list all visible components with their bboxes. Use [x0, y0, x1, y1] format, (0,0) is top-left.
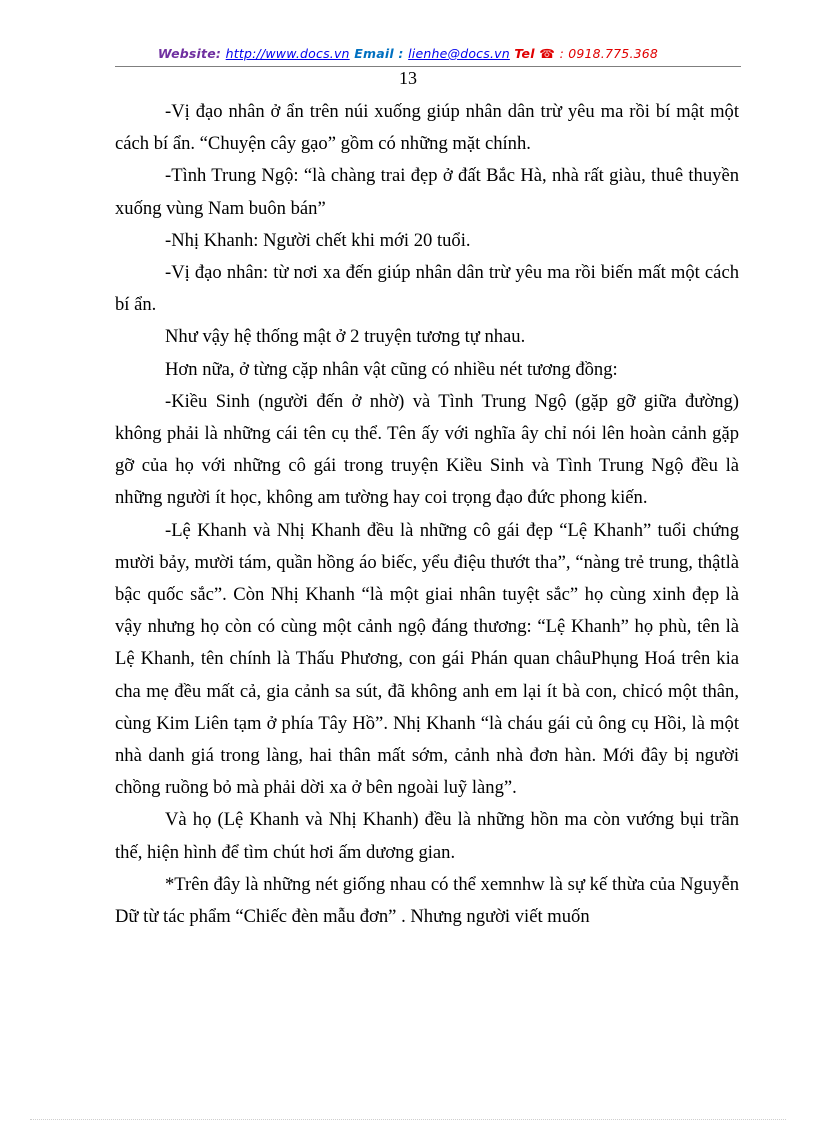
paragraph: -Kiều Sinh (người đến ở nhờ) và Tình Trung Ngộ (gặp gỡ giữa đường) không phải là những cái tên cụ thể. Tên ấy với nghĩa ây chỉ nói lên hoàn cảnh gặp gỡ của họ với những cô gái trong truyện Kiều Sinh và Tình Trung Ngộ đều là những người ít học, không am tường hay coi trọng đạo đức phong kiến. [115, 390, 739, 509]
header-divider [115, 66, 741, 67]
page-bottom-edge [30, 1119, 786, 1120]
paragraph: Như vậy hệ thống mật ở 2 truyện tương tự nhau. [165, 326, 526, 348]
document-body [115, 96, 739, 933]
email-label: Email : [354, 46, 404, 61]
phone-icon: ☎ [539, 46, 556, 61]
website-label: Website: [157, 46, 222, 61]
paragraph: Và họ (Lệ Khanh và Nhị Khanh) đều là những hồn ma còn vướng bụi trần thế, hiện hình để tìm chút hơi ấm dương gian. [115, 809, 739, 863]
page-header [0, 46, 816, 61]
paragraph: -Tình Trung Ngộ: “là chàng trai đẹp ở đất Bắc Hà, nhà rất giàu, thuê thuyền xuống vùng Nam buôn bán” [115, 165, 739, 219]
phone-number: : 0918.775.368 [559, 46, 659, 61]
paragraph: -Vị đạo nhân ở ẩn trên núi xuống giúp nhân dân trừ yêu ma rồi bí mật một cách bí ẩn. “Chuyện cây gạo” gồm có những mặt chính. [115, 101, 739, 155]
paragraph: -Vị đạo nhân: từ nơi xa đến giúp nhân dân trừ yêu ma rồi biến mất một cách bí ẩn. [115, 262, 739, 316]
paragraph: -Nhị Khanh: Người chết khi mới 20 tuổi. [165, 229, 471, 251]
tel-label: Tel [514, 46, 535, 61]
page-number: 13 [399, 68, 417, 88]
website-link[interactable]: http://www.docs.vn [225, 46, 350, 61]
paragraph: -Lệ Khanh và Nhị Khanh đều là những cô gái đẹp “Lệ Khanh” tuổi chứng mười bảy, mười tám, quần hồng áo biếc, yểu điệu thướt tha”, “nàng trẻ trung, thậtlà bậc quốc sắc”. Còn Nhị Khanh “là một giai nhân tuyệt sắc” họ cùng xinh đẹp là vậy nhưng họ còn có cùng một cảnh ngộ đáng thương: “Lệ Khanh” họ phù, tên là Lệ Khanh, tên chính là Thấu Phương, con gái Phán quan châuPhụng Hoá trên kia cha mẹ đều mất cả, gia cảnh sa sút, đã không anh em lại ít bà con, chỉcó một thân, cùng Kim Liên tạm ở phía Tây Hồ”. Nhị Khanh “là cháu gái củ ông cụ Hồi, là một nhà danh giá trong làng, hai thân mất sớm, cảnh nhà đơn hàn. Mới đây bị người chồng ruồng bỏ mà phải dời xa ở bên ngoài luỹ làng”. [115, 519, 739, 799]
paragraph: Hơn nữa, ở từng cặp nhân vật cũng có nhiều nét tương đồng: [165, 358, 618, 380]
email-link[interactable]: lienhe@docs.vn [408, 46, 510, 61]
paragraph: *Trên đây là những nét giống nhau có thể xemnhw là sự kế thừa của Nguyễn Dữ từ tác phẩm “Chiếc đèn mẫu đơn” . Nhưng người viết muốn [115, 873, 739, 928]
